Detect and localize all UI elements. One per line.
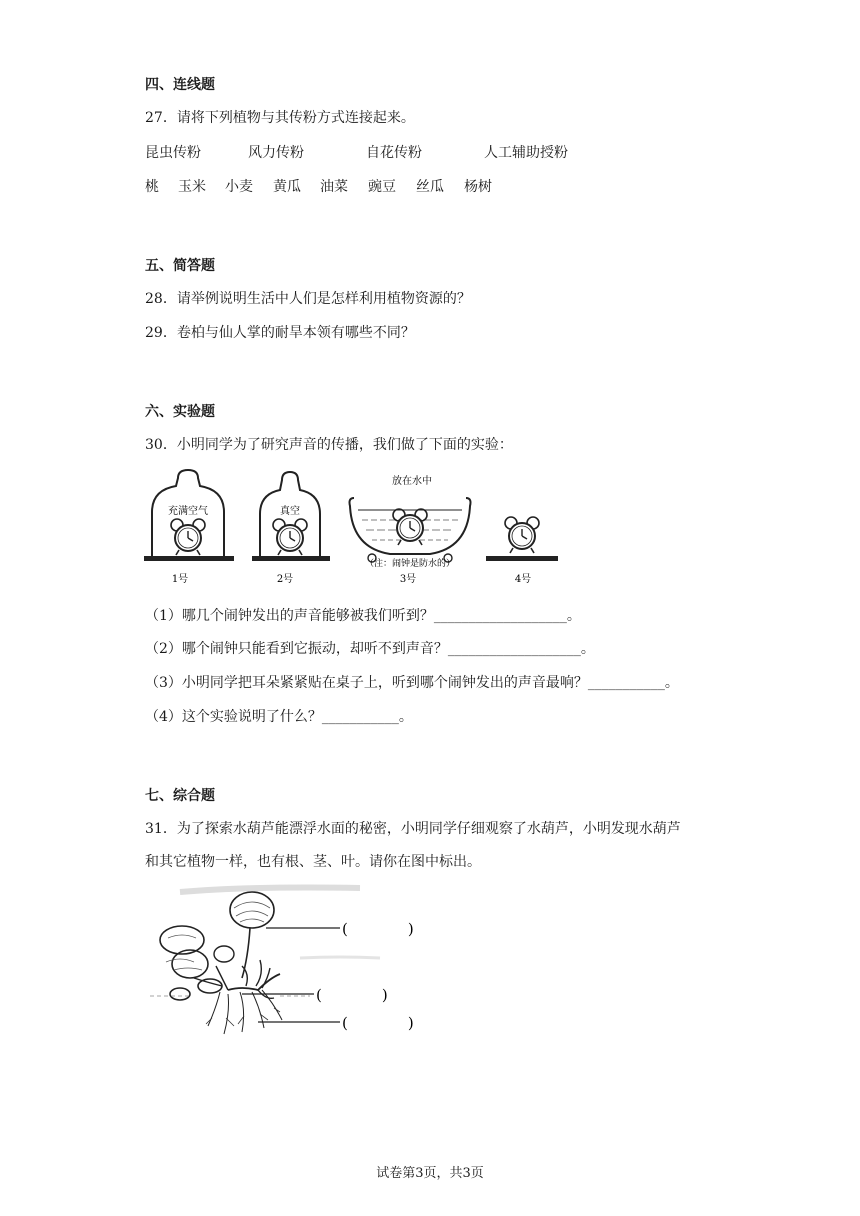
caption-3: 3号 [399, 574, 417, 585]
label-blank-1[interactable]: ( ) [342, 920, 414, 938]
caption-4: 4号 [514, 574, 532, 585]
plant-item: 小麦 [225, 179, 253, 195]
section-heading-short-answer: 五、简答题 [145, 258, 215, 274]
plant-item: 豌豆 [368, 179, 396, 195]
question-30-part-1: （1）哪几个闹钟发出的声音能够被我们听到？___________________。 [145, 608, 581, 624]
method-item: 人工辅助授粉 [484, 145, 568, 161]
water-hyacinth-drawing [150, 888, 380, 1035]
question-29: 29．卷柏与仙人掌的耐旱本领有哪些不同？ [145, 325, 415, 341]
tank-3-label: 放在水中 [392, 476, 432, 487]
clock-4 [486, 517, 558, 561]
water-hyacinth-figure [150, 878, 450, 1048]
tank-3-note: （注：闹钟是防水的） [364, 559, 456, 569]
label-blank-3[interactable]: ( ) [342, 1014, 414, 1032]
jar-1-label: 充满空气 [168, 506, 208, 517]
water-tank-3 [350, 498, 471, 562]
method-item: 自花传粉 [366, 145, 422, 161]
section-heading-comprehensive: 七、综合题 [145, 788, 215, 804]
question-28: 28．请举例说明生活中人们是怎样利用植物资源的？ [145, 291, 471, 307]
question-27: 27．请将下列植物与其传粉方式连接起来。 [145, 110, 415, 126]
plant-item: 杨树 [464, 179, 492, 195]
label-leader-lines [242, 928, 340, 1022]
question-31-line-2: 和其它植物一样，也有根、茎、叶。请你在图中标出。 [145, 854, 481, 870]
section-heading-experiment: 六、实验题 [145, 404, 215, 420]
question-30: 30．小明同学为了研究声音的传播，我们做了下面的实验： [145, 437, 513, 453]
plant-item: 黄瓜 [273, 179, 301, 195]
label-blank-2[interactable]: ( ) [316, 986, 388, 1004]
caption-2: 2号 [276, 574, 294, 585]
plant-item: 丝瓜 [416, 179, 444, 195]
question-31-line-1: 31．为了探索水葫芦能漂浮水面的秘密，小明同学仔细观察了水葫芦，小明发现水葫芦 [145, 821, 681, 837]
method-item: 风力传粉 [248, 145, 304, 161]
question-30-part-4: （4）这个实验说明了什么？___________。 [145, 709, 413, 725]
plant-item: 桃 [145, 179, 159, 195]
jar-2-label: 真空 [280, 506, 300, 517]
section-heading-matching: 四、连线题 [145, 77, 215, 93]
question-30-part-2: （2）哪个闹钟只能看到它振动，却听不到声音？___________________。 [145, 641, 595, 657]
alarm-clock-experiment-figure [140, 462, 560, 590]
plant-item: 油菜 [320, 179, 348, 195]
plant-item: 玉米 [178, 179, 206, 195]
method-item: 昆虫传粉 [145, 145, 201, 161]
page-footer: 试卷第3页，共3页 [376, 1166, 484, 1181]
caption-1: 1号 [171, 574, 189, 585]
question-30-part-3: （3）小明同学把耳朵紧紧贴在桌子上，听到哪个闹钟发出的声音最响？___________。 [145, 675, 679, 691]
